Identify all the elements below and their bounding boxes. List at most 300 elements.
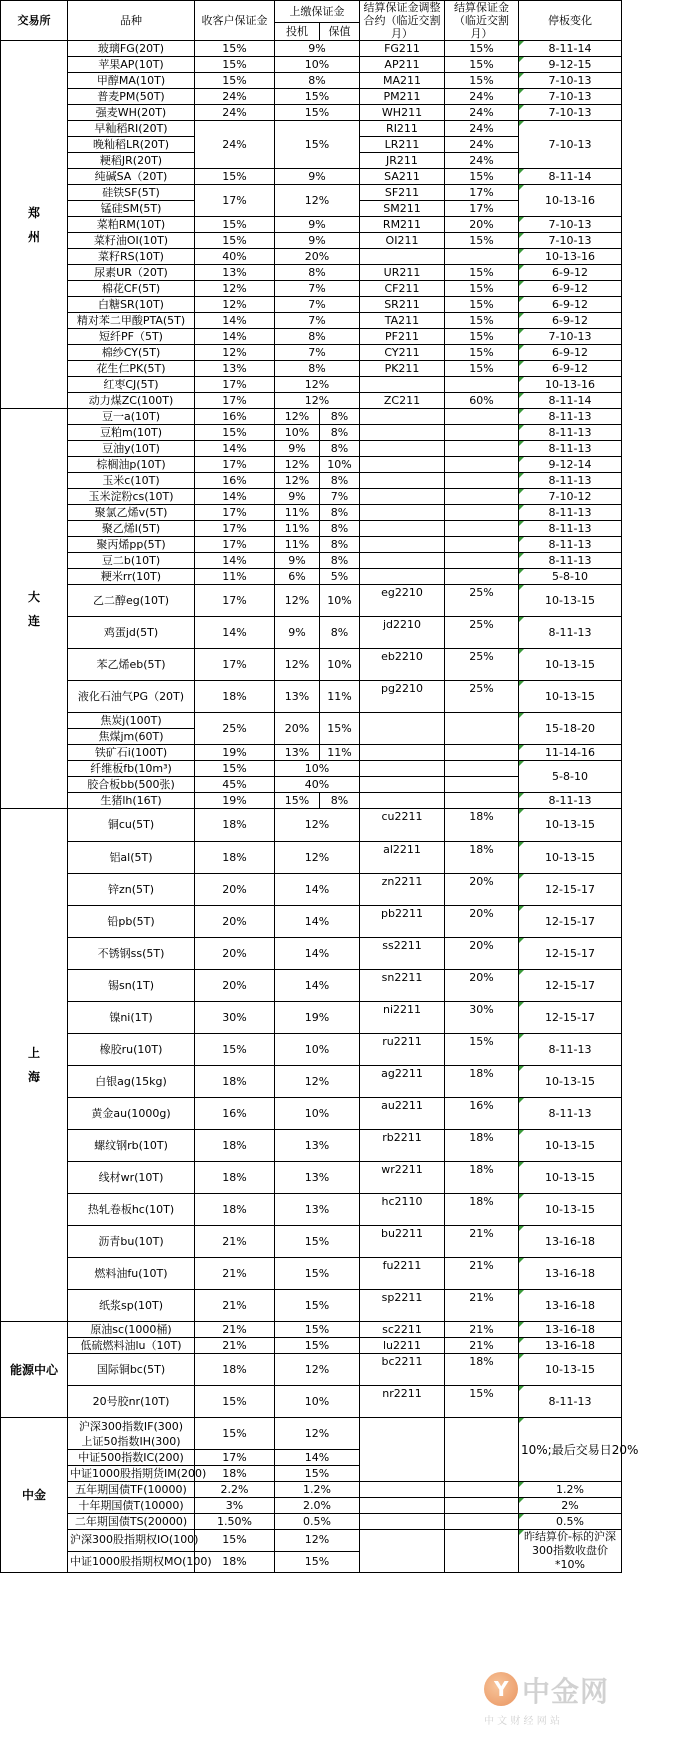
limit-change: 6-9-12 (519, 297, 622, 313)
product-name: 花生仁PK(5T) (68, 361, 195, 377)
settle-contract: eg2210 (360, 585, 445, 617)
settle-margin (445, 473, 519, 489)
settle-contract: wr2211 (360, 1162, 445, 1194)
exchange-margin: 9% (275, 169, 360, 185)
settle-contract: SA211 (360, 169, 445, 185)
product-name: 尿素UR（20T) (68, 265, 195, 281)
client-margin: 15% (195, 1034, 275, 1066)
settle-margin: 18% (445, 809, 519, 842)
client-margin: 21% (195, 1322, 275, 1338)
exchange-margin: 14% (275, 970, 360, 1002)
settle-contract: PM211 (360, 89, 445, 105)
table-row (1, 761, 622, 777)
client-margin: 21% (195, 1258, 275, 1290)
table-row (1, 521, 622, 537)
limit-change: 8-11-14 (519, 169, 622, 185)
header-spec: 投机 (275, 23, 320, 41)
product-name: 玻璃FG(20T) (68, 41, 195, 57)
limit-change: 10-13-15 (519, 649, 622, 681)
settle-margin: 21% (445, 1338, 519, 1354)
settle-contract: SF211 (360, 185, 445, 201)
spec-margin: 6% (275, 569, 320, 585)
limit-change: 8-11-13 (519, 553, 622, 569)
limit-change: 8-11-13 (519, 537, 622, 553)
settle-margin: 21% (445, 1258, 519, 1290)
settle-margin (445, 553, 519, 569)
limit-change: 6-9-12 (519, 281, 622, 297)
settle-margin: 24% (445, 153, 519, 169)
product-name: 纤维板fb(10m³) (68, 761, 195, 777)
client-margin: 2.2% (195, 1482, 275, 1498)
settle-margin: 21% (445, 1290, 519, 1322)
client-margin: 14% (195, 489, 275, 505)
settle-contract: al2211 (360, 842, 445, 874)
settle-margin (445, 1498, 519, 1514)
client-margin: 16% (195, 1098, 275, 1130)
table-row (1, 233, 622, 249)
client-margin: 20% (195, 874, 275, 906)
product-name: 豆二b(10T) (68, 553, 195, 569)
settle-contract (360, 1498, 445, 1514)
exchange-shanghai: 上 海 (1, 809, 68, 1322)
table-row (1, 553, 622, 569)
client-margin: 20% (195, 906, 275, 938)
settle-contract: ag2211 (360, 1066, 445, 1098)
settle-margin: 25% (445, 649, 519, 681)
limit-change: 8-11-13 (519, 1098, 622, 1130)
limit-change: 9-12-14 (519, 457, 622, 473)
limit-change: 7-10-13 (519, 217, 622, 233)
exchange-margin: 9% (275, 41, 360, 57)
client-margin: 13% (195, 265, 275, 281)
product-name: 晚籼稻LR(20T) (68, 137, 195, 153)
table-row (1, 1034, 622, 1066)
header-limit-change: 停板变化 (519, 1, 622, 41)
client-margin: 15% (195, 73, 275, 89)
exchange-cffex: 中金 (1, 1418, 68, 1573)
client-margin: 17% (195, 521, 275, 537)
settle-contract (360, 553, 445, 569)
client-margin: 17% (195, 505, 275, 521)
product-name: 甲醇MA(10T) (68, 73, 195, 89)
client-margin: 18% (195, 1466, 275, 1482)
settle-contract: RI211 (360, 121, 445, 137)
product-name: 低硫燃料油lu（10T) (68, 1338, 195, 1354)
product-name: 白糖SR(10T) (68, 297, 195, 313)
header-row (1, 1, 622, 23)
settle-contract: sn2211 (360, 970, 445, 1002)
exchange-margin: 7% (275, 281, 360, 297)
settle-contract (360, 505, 445, 521)
product-name: 锌zn(5T) (68, 874, 195, 906)
settle-margin (445, 489, 519, 505)
client-margin: 17% (195, 649, 275, 681)
header-client-margin: 收客户保证金 (195, 1, 275, 41)
exchange-margin: 19% (275, 1002, 360, 1034)
settle-margin: 18% (445, 1354, 519, 1386)
limit-change: 12-15-17 (519, 970, 622, 1002)
limit-change: 6-9-12 (519, 313, 622, 329)
limit-change: 10-13-16 (519, 185, 622, 217)
product-name: 国际铜bc(5T) (68, 1354, 195, 1386)
exchange-margin: 12% (275, 1418, 360, 1450)
settle-margin (445, 409, 519, 425)
settle-margin: 15% (445, 57, 519, 73)
client-margin: 15% (195, 1386, 275, 1418)
client-margin: 21% (195, 1338, 275, 1354)
hedge-margin: 10% (320, 649, 360, 681)
table-row (1, 1530, 622, 1552)
product-name-if: 沪深300指数IF(300) (78, 1419, 184, 1433)
product-name: 普麦PM(50T) (68, 89, 195, 105)
table-row (1, 617, 622, 649)
product-name: 螺纹钢rb(10T) (68, 1130, 195, 1162)
settle-contract: pb2211 (360, 906, 445, 938)
settle-margin: 15% (445, 313, 519, 329)
table-row (1, 1482, 622, 1498)
table-row (1, 169, 622, 185)
settle-contract: TA211 (360, 313, 445, 329)
header-contract: 结算保证金调整合约（临近交割月） (360, 1, 445, 41)
hedge-margin: 11% (320, 681, 360, 713)
client-margin: 12% (195, 297, 275, 313)
product-name: 中证500指数IC(200) (68, 1450, 195, 1466)
product-name: 聚氯乙烯v(5T) (68, 505, 195, 521)
table-row (1, 409, 622, 425)
exchange-margin: 15% (275, 1290, 360, 1322)
settle-contract (360, 377, 445, 393)
limit-change: 7-10-13 (519, 105, 622, 121)
limit-change: 0.5% (519, 1514, 622, 1530)
product-name: 纸浆sp(10T) (68, 1290, 195, 1322)
hedge-margin: 5% (320, 569, 360, 585)
settle-margin: 15% (445, 361, 519, 377)
product-name: 铝al(5T) (68, 842, 195, 874)
settle-margin: 18% (445, 1162, 519, 1194)
limit-change: 10-13-15 (519, 1130, 622, 1162)
settle-margin (445, 521, 519, 537)
limit-change: 8-11-14 (519, 393, 622, 409)
client-margin: 15% (195, 57, 275, 73)
client-margin: 21% (195, 1290, 275, 1322)
table-row (1, 681, 622, 713)
settle-margin (445, 745, 519, 761)
exchange-margin: 7% (275, 313, 360, 329)
table-row (1, 1338, 622, 1354)
table-row (1, 121, 622, 137)
limit-change: 8-11-13 (519, 505, 622, 521)
product-name: 铜cu(5T) (68, 809, 195, 842)
settle-contract (360, 745, 445, 761)
settle-contract (360, 1418, 445, 1482)
limit-change: 10-13-15 (519, 809, 622, 842)
exchange-margin: 14% (275, 874, 360, 906)
hedge-margin: 8% (320, 793, 360, 809)
settle-contract: ss2211 (360, 938, 445, 970)
product-name: 原油sc(1000桶) (68, 1322, 195, 1338)
table-row (1, 713, 622, 729)
table-row (1, 1066, 622, 1098)
product-name: 菜粕RM(10T) (68, 217, 195, 233)
product-name: 铁矿石i(100T) (68, 745, 195, 761)
product-name: 锰硅SM(5T) (68, 201, 195, 217)
limit-change: 7-10-13 (519, 89, 622, 105)
settle-margin (445, 777, 519, 793)
settle-margin: 30% (445, 1002, 519, 1034)
product-name: 纯碱SA（20T) (68, 169, 195, 185)
watermark-subtext: 中 文 财 经 网 站 (484, 1716, 560, 1727)
product-name: 豆一a(10T) (68, 409, 195, 425)
product-name: 聚丙烯pp(5T) (68, 537, 195, 553)
limit-change: 10-13-15 (519, 585, 622, 617)
settle-contract: CF211 (360, 281, 445, 297)
exchange-margin: 10% (275, 1098, 360, 1130)
hedge-margin: 8% (320, 505, 360, 521)
limit-change: 10-13-15 (519, 681, 622, 713)
settle-margin (445, 505, 519, 521)
product-name: 豆油y(10T) (68, 441, 195, 457)
settle-margin (445, 249, 519, 265)
table-row (1, 505, 622, 521)
table-row (1, 425, 622, 441)
settle-contract: bu2211 (360, 1226, 445, 1258)
hedge-margin: 10% (320, 457, 360, 473)
table-row (1, 745, 622, 761)
settle-contract: pg2210 (360, 681, 445, 713)
client-margin: 24% (195, 121, 275, 169)
limit-change: 5-8-10 (519, 761, 622, 793)
exchange-margin: 15% (275, 105, 360, 121)
table-row (1, 874, 622, 906)
settle-margin: 24% (445, 121, 519, 137)
product-name: 铅pb(5T) (68, 906, 195, 938)
table-row (1, 313, 622, 329)
client-margin: 17% (195, 457, 275, 473)
table-row (1, 938, 622, 970)
exchange-margin: 0.5% (275, 1514, 360, 1530)
client-margin: 20% (195, 970, 275, 1002)
client-margin: 25% (195, 713, 275, 745)
client-margin: 15% (195, 1530, 275, 1552)
limit-change: 7-10-13 (519, 73, 622, 89)
settle-margin (445, 1530, 519, 1573)
client-margin: 17% (195, 393, 275, 409)
table-row (1, 57, 622, 73)
exchange-margin: 8% (275, 73, 360, 89)
settle-margin: 20% (445, 874, 519, 906)
settle-margin: 20% (445, 906, 519, 938)
product-name: 燃料油fu(10T) (68, 1258, 195, 1290)
table-row (1, 842, 622, 874)
product-name: 线材wr(10T) (68, 1162, 195, 1194)
exchange-margin: 14% (275, 1450, 360, 1466)
settle-contract: PF211 (360, 329, 445, 345)
settle-contract: fu2211 (360, 1258, 445, 1290)
settle-margin (445, 761, 519, 777)
settle-margin: 18% (445, 1130, 519, 1162)
settle-margin: 25% (445, 585, 519, 617)
settle-contract: CY211 (360, 345, 445, 361)
client-margin: 18% (195, 1551, 275, 1573)
settle-margin: 25% (445, 617, 519, 649)
exchange-margin: 12% (275, 377, 360, 393)
table-row (1, 569, 622, 585)
limit-change: 10-13-15 (519, 1162, 622, 1194)
settle-margin: 17% (445, 201, 519, 217)
product-name: 镍ni(1T) (68, 1002, 195, 1034)
client-margin: 19% (195, 745, 275, 761)
table-row (1, 649, 622, 681)
exchange-margin: 7% (275, 345, 360, 361)
settle-contract: lu2211 (360, 1338, 445, 1354)
table-row (1, 265, 622, 281)
product-name: 乙二醇eg(10T) (68, 585, 195, 617)
limit-change: 10-13-16 (519, 377, 622, 393)
settle-contract (360, 1482, 445, 1498)
limit-change: 10-13-15 (519, 1194, 622, 1226)
exchange-margin: 10% (275, 761, 360, 777)
hedge-margin: 10% (320, 585, 360, 617)
spec-margin: 12% (275, 473, 320, 489)
settle-margin: 15% (445, 345, 519, 361)
limit-change: 5-8-10 (519, 569, 622, 585)
limit-change: 13-16-18 (519, 1322, 622, 1338)
spec-margin: 11% (275, 537, 320, 553)
settle-margin: 15% (445, 297, 519, 313)
client-margin: 24% (195, 105, 275, 121)
product-name: 锡sn(1T) (68, 970, 195, 1002)
spec-margin: 11% (275, 505, 320, 521)
table-row (1, 1098, 622, 1130)
client-margin: 20% (195, 938, 275, 970)
settle-contract: sp2211 (360, 1290, 445, 1322)
header-exchange-margin: 上缴保证金 (275, 1, 360, 23)
product-name: 菜籽油OI(10T) (68, 233, 195, 249)
exchange-margin: 15% (275, 121, 360, 169)
table-row (1, 89, 622, 105)
client-margin: 15% (195, 169, 275, 185)
exchange-margin: 15% (275, 1338, 360, 1354)
settle-margin: 15% (445, 329, 519, 345)
spec-margin: 9% (275, 617, 320, 649)
settle-contract (360, 409, 445, 425)
product-name: 焦炭j(100T) (68, 713, 195, 729)
limit-change: 10-13-15 (519, 842, 622, 874)
exchange-zhengzhou: 郑 州 (1, 41, 68, 409)
settle-contract: UR211 (360, 265, 445, 281)
hedge-margin: 11% (320, 745, 360, 761)
client-margin: 14% (195, 553, 275, 569)
product-name: 短纤PF（5T) (68, 329, 195, 345)
product-name: 生猪lh(16T) (68, 793, 195, 809)
table-row (1, 1418, 622, 1450)
product-name: 聚乙烯l(5T) (68, 521, 195, 537)
product-name: 棕榈油p(10T) (68, 457, 195, 473)
client-margin: 19% (195, 793, 275, 809)
limit-change: 12-15-17 (519, 1002, 622, 1034)
client-margin: 15% (195, 1418, 275, 1450)
table-row (1, 281, 622, 297)
limit-change: 6-9-12 (519, 361, 622, 377)
client-margin: 18% (195, 842, 275, 874)
client-margin: 18% (195, 1130, 275, 1162)
limit-change: 8-11-14 (519, 41, 622, 57)
table-row (1, 217, 622, 233)
table-row (1, 1322, 622, 1338)
limit-change-index-futures: 10%;最后交易日20% (519, 1418, 622, 1482)
table-row (1, 393, 622, 409)
table-row (1, 345, 622, 361)
client-margin: 18% (195, 1066, 275, 1098)
product-name: 菜籽RS(10T) (68, 249, 195, 265)
settle-margin: 24% (445, 89, 519, 105)
client-margin: 15% (195, 41, 275, 57)
settle-contract (360, 793, 445, 809)
limit-change: 8-11-13 (519, 617, 622, 649)
settle-contract: ni2211 (360, 1002, 445, 1034)
client-margin: 13% (195, 361, 275, 377)
client-margin: 16% (195, 473, 275, 489)
exchange-margin: 12% (275, 1066, 360, 1098)
settle-margin: 18% (445, 1194, 519, 1226)
product-name: 棉花CF(5T) (68, 281, 195, 297)
settle-contract: RM211 (360, 217, 445, 233)
limit-change: 13-16-18 (519, 1226, 622, 1258)
settle-margin: 25% (445, 681, 519, 713)
exchange-margin: 8% (275, 361, 360, 377)
exchange-dalian: 大 连 (1, 409, 68, 809)
table-row (1, 1514, 622, 1530)
settle-margin: 16% (445, 1098, 519, 1130)
limit-change: 12-15-17 (519, 906, 622, 938)
product-name: 豆粕m(10T) (68, 425, 195, 441)
table-row (1, 1194, 622, 1226)
settle-margin (445, 1482, 519, 1498)
header-hedge: 保值 (320, 23, 360, 41)
product-name: 热轧卷板hc(10T) (68, 1194, 195, 1226)
limit-change: 7-10-13 (519, 233, 622, 249)
settle-contract: SM211 (360, 201, 445, 217)
client-margin: 17% (195, 1450, 275, 1466)
hedge-margin: 8% (320, 537, 360, 553)
settle-margin (445, 793, 519, 809)
table-row (1, 585, 622, 617)
table-row (1, 1498, 622, 1514)
spec-margin: 9% (275, 553, 320, 569)
exchange-margin: 7% (275, 297, 360, 313)
settle-margin: 15% (445, 1034, 519, 1066)
settle-contract: eb2210 (360, 649, 445, 681)
hedge-margin: 8% (320, 617, 360, 649)
exchange-margin: 14% (275, 938, 360, 970)
settle-margin: 60% (445, 393, 519, 409)
product-name: 中证1000股指期权MO(100) (68, 1551, 195, 1573)
table-row (1, 105, 622, 121)
watermark (484, 1668, 614, 1748)
client-margin: 18% (195, 1162, 275, 1194)
limit-change: 8-11-13 (519, 441, 622, 457)
product-name: 20号胶nr(10T) (68, 1386, 195, 1418)
product-name: 红枣CJ(5T) (68, 377, 195, 393)
table-row (1, 1002, 622, 1034)
client-margin: 17% (195, 377, 275, 393)
client-margin: 45% (195, 777, 275, 793)
spec-margin: 11% (275, 521, 320, 537)
settle-contract (360, 521, 445, 537)
settle-margin (445, 425, 519, 441)
table-row (1, 473, 622, 489)
settle-contract: ZC211 (360, 393, 445, 409)
